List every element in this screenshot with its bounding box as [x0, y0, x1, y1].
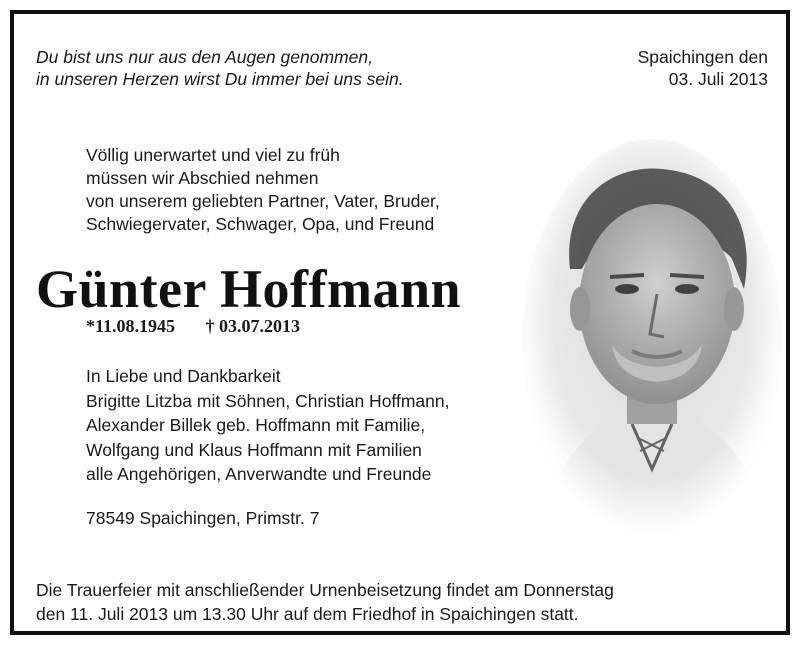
portrait-photo-icon [522, 139, 782, 534]
mourner-line: In Liebe und Dankbarkeit [86, 366, 281, 386]
funeral-line: den 11. Juli 2013 um 13.30 Uhr auf dem Friedhof in Spaichingen statt. [36, 604, 579, 624]
birth-date: *11.08.1945 [86, 316, 176, 336]
mourner-line: alle Angehörigen, Anverwandte und Freunde [86, 464, 432, 484]
life-dates [86, 316, 300, 337]
dateline [638, 46, 768, 90]
dateline-place: Spaichingen den [637, 47, 768, 67]
intro-text [86, 144, 440, 236]
address: 78549 Spaichingen, Primstr. 7 [86, 508, 320, 528]
intro-line: müssen wir Abschied nehmen [86, 168, 319, 188]
obituary-frame [10, 10, 790, 635]
intro-line: Völlig unerwartet und viel zu früh [86, 145, 340, 165]
mourner-line: Wolfgang und Klaus Hoffmann mit Familien [86, 439, 422, 460]
mourners-list [86, 364, 449, 487]
motto-line: in unseren Herzen wirst Du immer bei uns sein. [36, 69, 404, 89]
deceased-name: Günter Hoffmann [36, 259, 462, 319]
mourner-line: Brigitte Litzba mit Söhnen, Christian Hoffmann, [86, 390, 450, 411]
death-date: † 03.07.2013 [205, 316, 301, 336]
intro-line: von unserem geliebten Partner, Vater, Bruder, [86, 191, 440, 211]
motto [36, 46, 404, 90]
funeral-line: Die Trauerfeier mit anschließender Urnenbeisetzung findet am Donnerstag [36, 580, 614, 600]
funeral-notice [36, 578, 614, 626]
motto-line: Du bist uns nur aus den Augen genommen, [36, 47, 373, 67]
mourner-line: Alexander Billek geb. Hoffmann mit Familie, [86, 415, 426, 435]
intro-line: Schwiegervater, Schwager, Opa, und Freund [86, 214, 435, 234]
dateline-date: 03. Juli 2013 [668, 69, 768, 89]
